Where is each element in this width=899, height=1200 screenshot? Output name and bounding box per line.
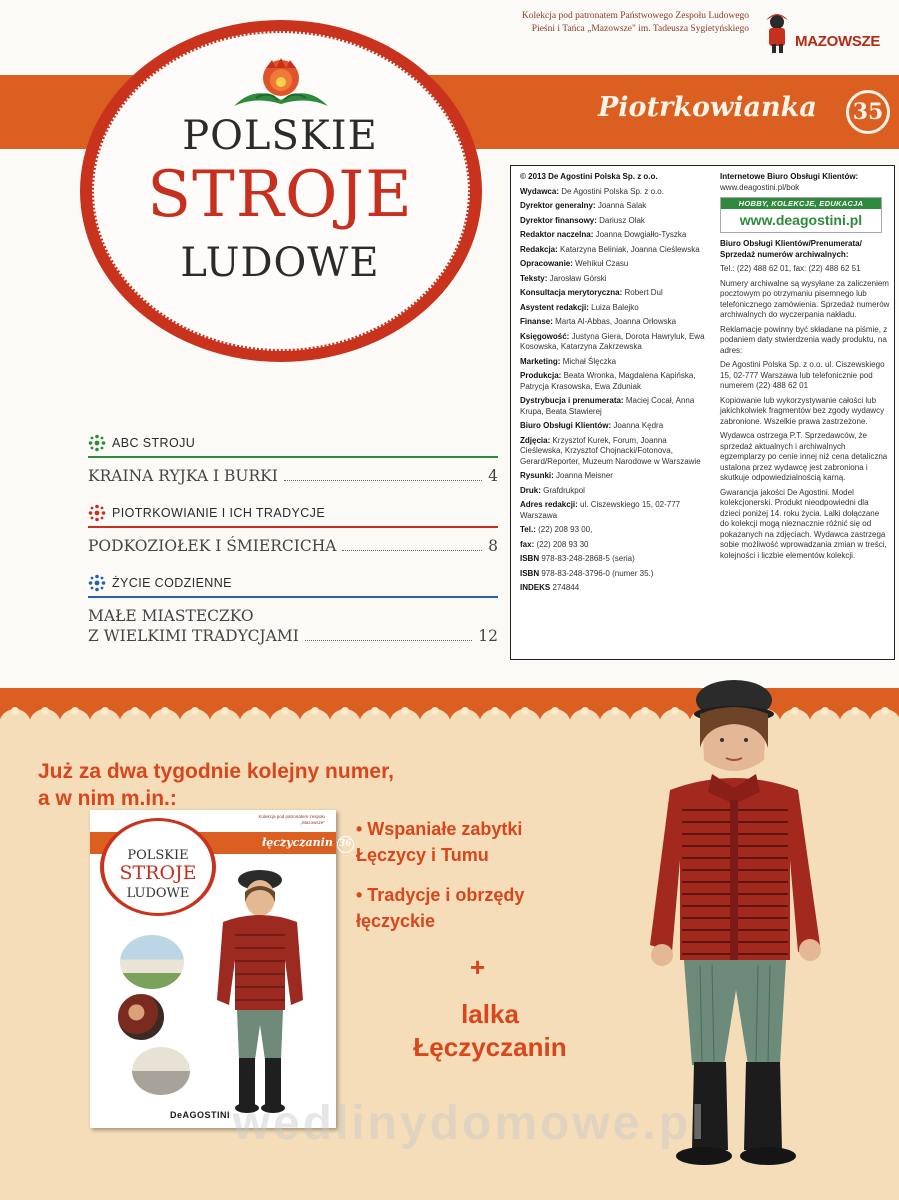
snowflake-ornament-icon (88, 504, 106, 522)
dot-leader (342, 550, 482, 551)
mazowsze-logo-text: MAZOWSZE (795, 33, 881, 50)
snowflake-ornament-icon (88, 574, 106, 592)
mini-cover-line1: POLSKIE (127, 848, 189, 863)
mini-cover-title: łęczyczanin 36 (262, 836, 354, 853)
issue-title: Piotrkowianka (598, 92, 817, 123)
colophon-entry: Wydawca: De Agostini Polska Sp. z o.o. (520, 186, 664, 196)
mini-cover-photo (130, 1045, 192, 1097)
mini-cover-patron: Kolekcja pod patronatem zespołu „Mazowsze" (258, 814, 325, 825)
mini-cover-number: 36 (337, 836, 354, 853)
toc-section-heading: ŻYCIE CODZIENNE (88, 572, 498, 594)
folk-flower-icon (226, 54, 336, 118)
watermark: wedlinydomowe.pl (232, 1097, 708, 1150)
colophon-entry: Tel.: (22) 208 93 00, (520, 525, 593, 534)
masthead-line3: LUDOWE (180, 240, 380, 286)
mini-cover-brand: DeAGOSTINI (170, 1110, 231, 1120)
colophon-entry: Redakcja: Katarzyna Beliniak, Joanna Cieślewska (520, 244, 700, 254)
plus-sign: + (470, 952, 486, 982)
colophon-entry: Dyrektor finansowy: Dariusz Olak (520, 215, 645, 225)
colophon-entry: ISBN 978-83-248-2868-5 (seria) (520, 554, 635, 563)
colophon-entry: Dystrybucja i prenumerata: Maciej Cocał, Anna Krupa, Beata Stawierej (520, 396, 695, 416)
mini-cover-line3: LUDOWE (126, 886, 190, 901)
mini-cover-photo (118, 933, 186, 991)
deagostini-banner[interactable]: HOBBY, KOLEKCJE, EDUKACJA www.deagostini.pl (720, 197, 882, 233)
colophon-entry: Opracowanie: Wehikuł Czasu (520, 259, 629, 268)
snowflake-ornament-icon (88, 434, 106, 452)
dot-leader (284, 480, 482, 481)
bok-link[interactable]: www.deagostini.pl/bok (720, 182, 800, 192)
colophon-entry: Produkcja: Beata Wronka, Magdalena Kapińska, Patrycja Krasowska, Ewa Zduniak (520, 371, 696, 391)
colophon-entry: Asystent redakcji: Luiza Balejko (520, 302, 639, 312)
toc-entry[interactable]: PODKOZIOŁEK I ŚMIERCICHA 8 (88, 537, 498, 555)
colophon-entry: INDEKS 274844 (520, 583, 580, 592)
toc-entry[interactable]: KRAINA RYJKA I BURKI 4 (88, 467, 498, 485)
mini-cover-line2: STROJE (119, 862, 197, 884)
section-rule (88, 596, 498, 598)
toc-section-heading: ABC STROJU (88, 432, 498, 454)
table-of-contents (88, 432, 498, 646)
section-rule (88, 456, 498, 458)
colophon-entry: Konsultacja merytoryczna: Robert Dul (520, 288, 663, 297)
masthead-line1: POLSKIE (182, 113, 378, 159)
colophon-entry: Dyrektor generalny: Joanna Salak (520, 201, 647, 210)
toc-entry[interactable]: Z WIELKIMI TRADYCJAMI 12 (88, 627, 498, 645)
colophon-entry: Finanse: Marta Al-Abbas, Joanna Orłowska (520, 317, 677, 326)
colophon-entry: Rysunki: Joanna Meisner (520, 471, 613, 480)
colophon-entry: Druk: Grafdrukpol (520, 485, 585, 495)
colophon-entry: © 2013 De Agostini Polska Sp. z o.o. (520, 172, 658, 181)
section-rule (88, 526, 498, 528)
masthead-line2: STROJE (147, 158, 413, 232)
doll-name: lalka Łęczyczanin (413, 999, 567, 1062)
mini-cover-doll (205, 860, 315, 1115)
colophon-entry: Marketing: Michał Ślęczka (520, 356, 617, 366)
colophon-entry: fax: (22) 208 93 30 (520, 539, 589, 549)
issue-number-badge: 35 (846, 90, 890, 134)
mini-cover-photo (116, 992, 166, 1042)
patron-text: Kolekcja pod patronatem Państwowego Zespołu Ludowego Pieśni i Tańca „Mazowsze" im. Tadeusza Sygietyńskiego (521, 11, 749, 34)
colophon-entry: Biuro Obsługi Klientów: Joanna Kędra (520, 421, 664, 430)
colophon-credits (520, 172, 708, 598)
colophon-entry: ISBN 978-83-248-3796-0 (numer 35.) (520, 568, 654, 578)
next-issue-heading: Już za dwa tygodnie kolejny numer, a w nim m.in.: (38, 760, 394, 810)
colophon-contact: Internetowe Biuro Obsługi Klientów: www.deagostini.pl/bok HOBBY, KOLEKCJE, EDUKACJA www.deagostini.pl Biuro Obsługi Klientów/Prenumerata/ Sprzedaż numerów archiwalnych: Tel.: (22) 488 62 01, fax: (22) 488 62 51 Numery archiwalne są wysyłane za zaliczeniem pocztowym po otrzymaniu pisemnego lub telefonicznego zamówienia. Sprzedaż numerów archiwalnych do wyczerpania nakładu. Reklamacje powinny być składane na piśmie, z podaniem daty stwierdzenia wady produktu, na adres: De Agostini Polska Sp. z o.o. ul. Ciszewskiego 15, 02-777 Warszawa lub telefonicznie pod numerem (22) 488 62 01 Kopiowanie lub wykorzystywanie całości lub jakichkolwiek fragmentów bez zgody wydawcy zabronione. Wszelkie prawa zastrzeżone. Wydawca ostrzega P.T. Sprzedawców, że sprzedaż aktualnych i archiwalnych egzemplarzy po cenie innej niż cena detaliczna ustalona przez wydawcę jest zabroniona i skutkuje odpowiedzialnością karną. Gwarancja jakości De Agostini. Model kolekcjonerski. Produkt nieodpowiedni dla dzieci poniżej 14. roku życia. Lalki dołączane do kolekcji mogą nieznacznie różnić się od pokazanych na zdjęciach. Wydawca zastrzega sobie możliwość wprowadzania zmian w treści, kolejności i liczbie elementów kolekcji. (720, 172, 890, 560)
toc-section-heading: PIOTRKOWIANIE I ICH TRADYCJE (88, 502, 498, 524)
next-issue-bullet: • Wspaniałe zabytki Łęczycy i Tumu (356, 819, 523, 865)
dot-leader (305, 640, 472, 641)
colophon-entry: Adres redakcji: ul. Ciszewskiego 15, 02-777 Warszawa (520, 500, 681, 520)
toc-entry-line1[interactable]: MAŁE MIASTECZKO (88, 607, 254, 625)
colophon-entry: Teksty: Jarosław Górski (520, 273, 607, 283)
colophon-entry: Redaktor naczelna: Joanna Dowgiałło-Tyszka (520, 230, 687, 239)
next-issue-bullet: • Tradycje i obrzędy łęczyckie (356, 885, 525, 931)
colophon-entry: Księgowość: Justyna Giera, Dorota Hawryluk, Ewa Kosowska, Katarzyna Zakrzewska (520, 331, 705, 351)
colophon-entry: Zdjęcia: Krzysztof Kurek, Forum, Joanna Cieślewska, Krzysztof Chojnacki/Fotonova, Gerard/Reporter, Muzeum Narodowe w Warszawie (520, 435, 701, 466)
